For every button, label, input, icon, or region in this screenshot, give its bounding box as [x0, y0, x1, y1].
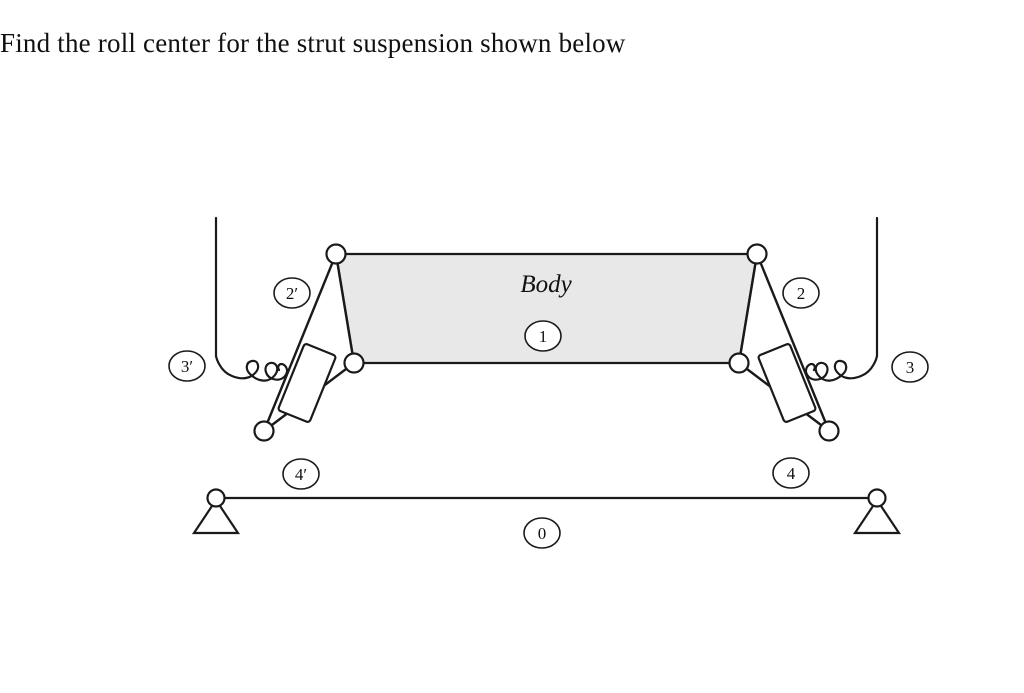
joint-body-mid-left — [345, 354, 364, 373]
label-4 — [773, 458, 809, 488]
page-title: Find the roll center for the strut suspension shown below — [0, 28, 626, 58]
label-4-prime — [283, 459, 319, 489]
label-3-prime — [169, 351, 205, 381]
label-1 — [525, 321, 561, 351]
label-2-prime-text: 2′ — [285, 284, 299, 303]
joint-body-top-right — [748, 245, 767, 264]
label-3 — [892, 352, 928, 382]
joint-lower-right — [820, 422, 839, 441]
label-2-prime — [274, 278, 310, 308]
left-ground-support — [194, 490, 238, 534]
label-3-text: 3 — [905, 358, 915, 377]
right-ground-support — [855, 490, 899, 534]
label-0-text: 0 — [537, 524, 547, 543]
joint-body-mid-right — [730, 354, 749, 373]
label-4-text: 4 — [786, 464, 796, 483]
label-4-prime-text: 4′ — [294, 465, 308, 484]
label-3-prime-text: 3′ — [180, 357, 194, 376]
body-label: Body — [520, 271, 572, 298]
joint-body-top-left — [327, 245, 346, 264]
label-0 — [524, 518, 560, 548]
label-1-text: 1 — [538, 327, 548, 346]
label-2 — [783, 278, 819, 308]
label-2-text: 2 — [796, 284, 806, 303]
joint-lower-left — [255, 422, 274, 441]
